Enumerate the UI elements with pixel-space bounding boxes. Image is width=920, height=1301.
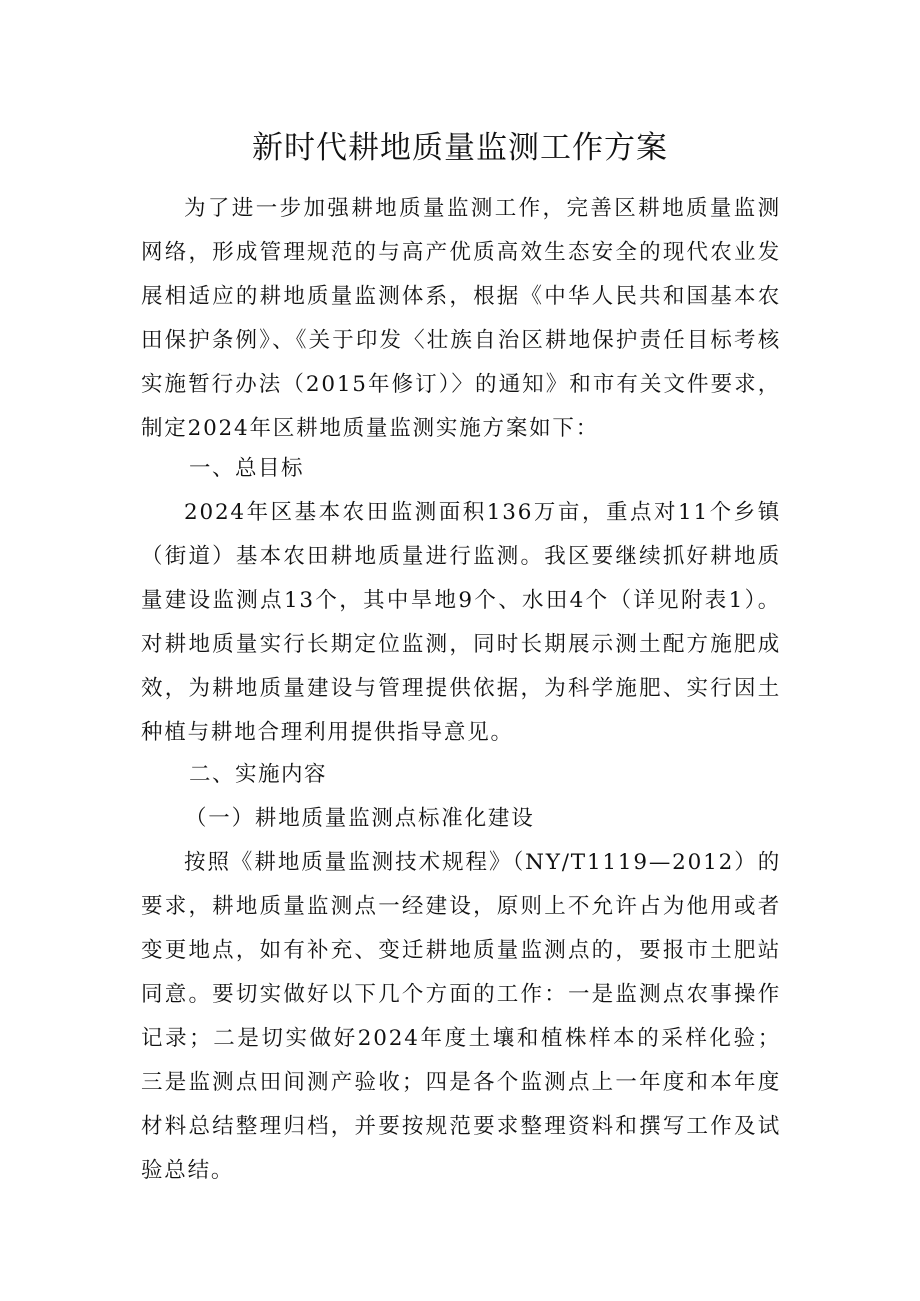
section-heading-implementation: 二、实施内容 [189, 762, 328, 787]
subsection-heading-monitoring-points: （一）耕地质量监测点标准化建设 [185, 806, 535, 831]
document-title: 新时代耕地质量监测工作方案 [252, 130, 668, 166]
intro-paragraph: 为了进一步加强耕地质量监测工作，完善区耕地质量监测网络，形成管理规范的与高产优质高效生态安全的现代农业发展相适应的耕地质量监测体系，根据《中华人民共和国基本农田保护条例》、《关于印发〈壮族自治区耕地保护责任目标考核实施暂行办法（2015年修订）〉的通知》和市有关文件要求，制定2024年区耕地质量监测实施方案如下： [141, 196, 781, 441]
section-heading-general-goal: 一、总目标 [189, 456, 305, 481]
monitoring-points-paragraph: 按照《耕地质量监测技术规程》（NY/T1119—2012）的要求，耕地质量监测点一经建设，原则上不允许占为他用或者变更地点，如有补充、变迁耕地质量监测点的，要报市土肥站同意。要切实做好以下几个方面的工作：一是监测点农事操作记录；二是切实做好2024年度土壤和植株样本的采样化验；三是监测点田间测产验收；四是各个监测点上一年度和本年度材料总结整理归档，并要按规范要求整理资料和撰写工作及试验总结。 [141, 850, 781, 1183]
general-goal-paragraph: 2024年区基本农田监测面积136万亩，重点对11个乡镇（街道）基本农田耕地质量进行监测。我区要继续抓好耕地质量建设监测点13个，其中旱地9个、水田4个（详见附表1）。对耕地质量实行长期定位监测，同时长期展示测土配方施肥成效，为耕地质量建设与管理提供依据，为科学施肥、实行因土种植与耕地合理利用提供指导意见。 [141, 500, 781, 745]
